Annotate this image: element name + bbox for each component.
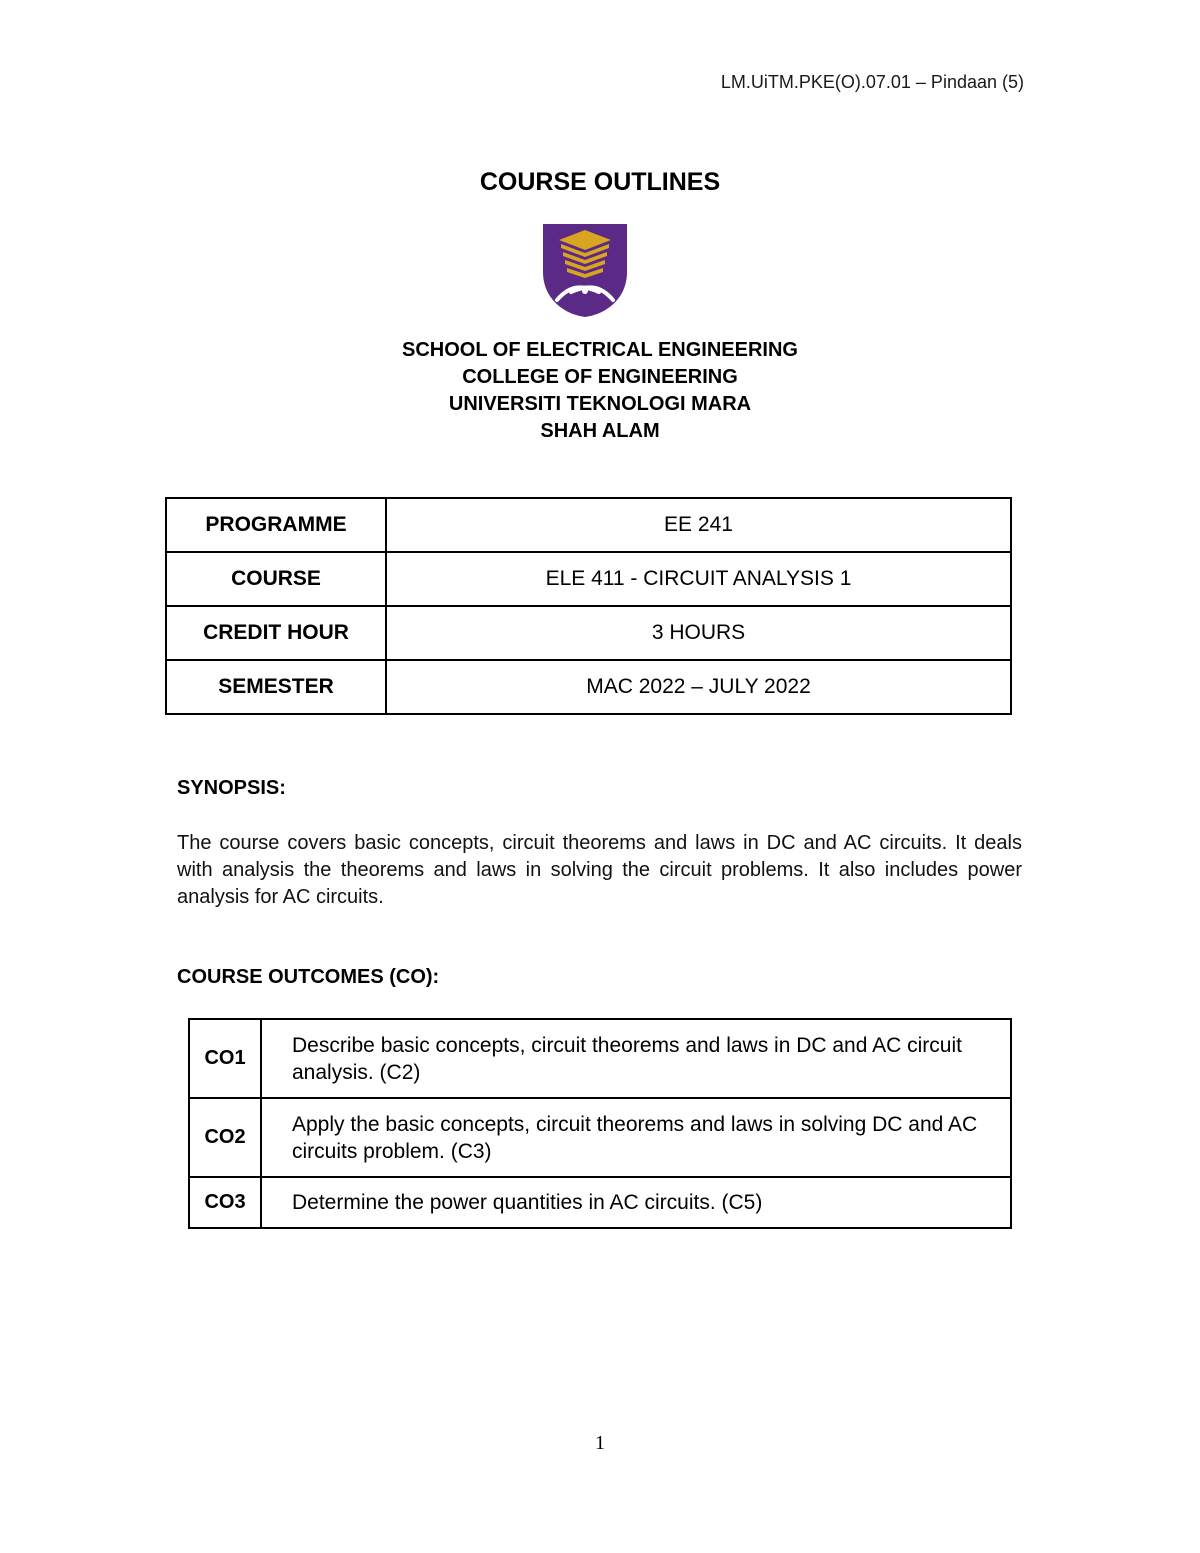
college-name: COLLEGE OF ENGINEERING [462, 366, 738, 388]
table-row [189, 1019, 1011, 1098]
outcomes-heading: COURSE OUTCOMES (CO): [177, 966, 440, 988]
institution-block [0, 337, 1200, 445]
uitm-crest-icon [541, 222, 629, 318]
course-info-table [165, 497, 1012, 715]
co-code: CO2 [189, 1098, 261, 1177]
campus-name: SHAH ALAM [540, 420, 660, 442]
info-label-programme: PROGRAMME [166, 498, 386, 552]
school-name: SCHOOL OF ELECTRICAL ENGINEERING [402, 339, 798, 361]
crest-center [582, 288, 588, 294]
table-row [189, 1098, 1011, 1177]
co-description: Apply the basic concepts, circuit theorems and laws in solving DC and AC circuits problem. (C3) [261, 1098, 1011, 1177]
info-value-programme: EE 241 [386, 498, 1011, 552]
page-number: 1 [595, 1432, 605, 1454]
synopsis-text: The course covers basic concepts, circuit theorems and laws in DC and AC circuits. It deals with analysis the theorems and laws in solving the circuit problems. It also includes power analysis for AC circuits. [177, 832, 1022, 908]
document-code: LM.UiTM.PKE(O).07.01 – Pindaan (5) [720, 72, 1024, 92]
table-row [166, 606, 1011, 660]
table-row [166, 498, 1011, 552]
co-code: CO3 [189, 1177, 261, 1228]
info-value-semester: MAC 2022 – JULY 2022 [386, 660, 1011, 714]
co-description: Describe basic concepts, circuit theorems and laws in DC and AC circuit analysis. (C2) [261, 1019, 1011, 1098]
info-label-credit-hour: CREDIT HOUR [166, 606, 386, 660]
page-title: COURSE OUTLINES [479, 168, 721, 196]
table-row [166, 552, 1011, 606]
co-description: Determine the power quantities in AC circuits. (C5) [261, 1177, 1011, 1228]
info-label-course: COURSE [166, 552, 386, 606]
table-row [166, 660, 1011, 714]
university-name: UNIVERSITI TEKNOLOGI MARA [448, 393, 752, 415]
co-code: CO1 [189, 1019, 261, 1098]
synopsis-heading: SYNOPSIS: [177, 777, 286, 799]
info-value-course: ELE 411 - CIRCUIT ANALYSIS 1 [386, 552, 1011, 606]
table-row [189, 1177, 1011, 1228]
info-value-credit-hour: 3 HOURS [386, 606, 1011, 660]
info-label-semester: SEMESTER [166, 660, 386, 714]
course-outcomes-table [188, 1018, 1012, 1229]
